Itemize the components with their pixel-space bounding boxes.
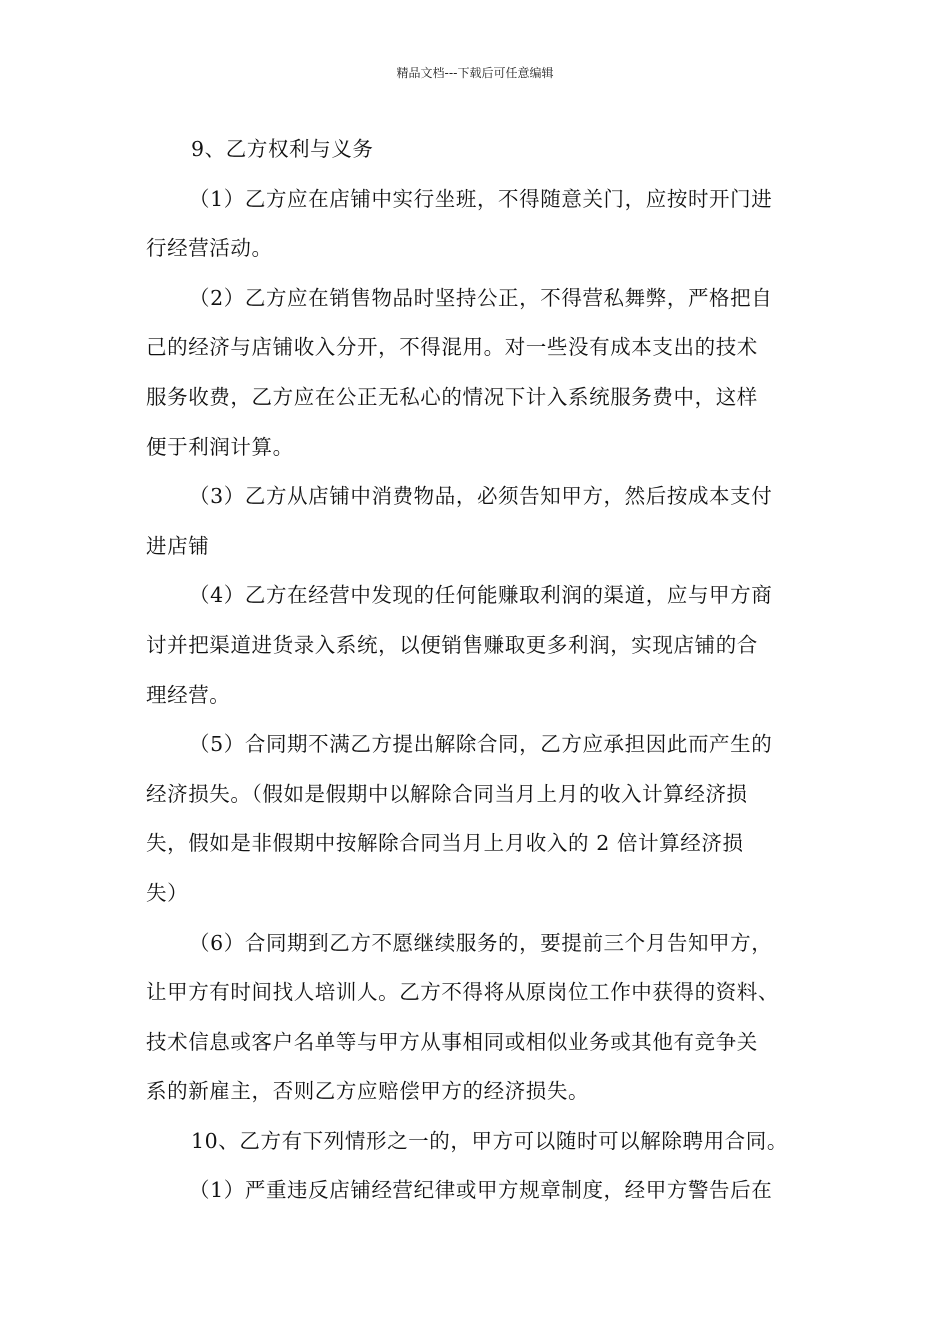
paragraph-line: 让甲方有时间找人培训人。乙方不得将从原岗位工作中获得的资料、 [146,980,779,1005]
paragraph-line: 服务收费，乙方应在公正无私心的情况下计入系统服务费中，这样 [146,384,758,409]
paragraph-line: 己的经济与店铺收入分开，不得混用。对一些没有成本支出的技术 [146,335,758,360]
paragraph-line: 经济损失。（假如是假期中以解除合同当月上月的收入计算经济损 [146,781,748,806]
paragraph-line: 技术信息或客户名单等与甲方从事相同或相似业务或其他有竞争关 [146,1029,758,1054]
paragraph-line: （6）合同期到乙方不愿继续服务的，要提前三个月告知甲方， [189,930,773,955]
paragraph-line: 行经营活动。 [146,236,273,261]
paragraph-line: 讨并把渠道进货录入系统，以便销售赚取更多利润，实现店铺的合 [146,632,758,657]
paragraph-line: （4）乙方在经营中发现的任何能赚取利润的渠道，应与甲方商 [189,583,773,608]
document-body [146,125,816,1216]
paragraph-line: （1）严重违反店铺经营纪律或甲方规章制度，经甲方警告后在 [189,1178,773,1203]
paragraph-line: 失，假如是非假期中按解除合同当月上月收入的 2 倍计算经济损 [146,831,744,856]
paragraph-line: 失） [146,880,189,905]
paragraph-line: （2）乙方应在销售物品时坚持公正，不得营私舞弊，严格把自 [189,285,773,310]
section-heading-10: 10、乙方有下列情形之一的，甲方可以随时可以解除聘用合同。 [191,1128,788,1153]
paragraph-line: 便于利润计算。 [146,434,294,459]
paragraph-line: （1）乙方应在店铺中实行坐班，不得随意关门，应按时开门进 [189,186,773,211]
section-heading-9: 9、乙方权利与义务 [191,137,374,161]
paragraph-line: 理经营。 [146,682,231,707]
paragraph-line: （5）合同期不满乙方提出解除合同，乙方应承担因此而产生的 [189,732,773,757]
page-header: 精品文档---下载后可任意编辑 [396,66,554,80]
paragraph-line: 系的新雇主，否则乙方应赔偿甲方的经济损失。 [146,1079,590,1104]
paragraph-line: （3）乙方从店铺中消费物品，必须告知甲方，然后按成本支付 [189,484,773,509]
paragraph-line: 进店铺 [146,533,210,558]
